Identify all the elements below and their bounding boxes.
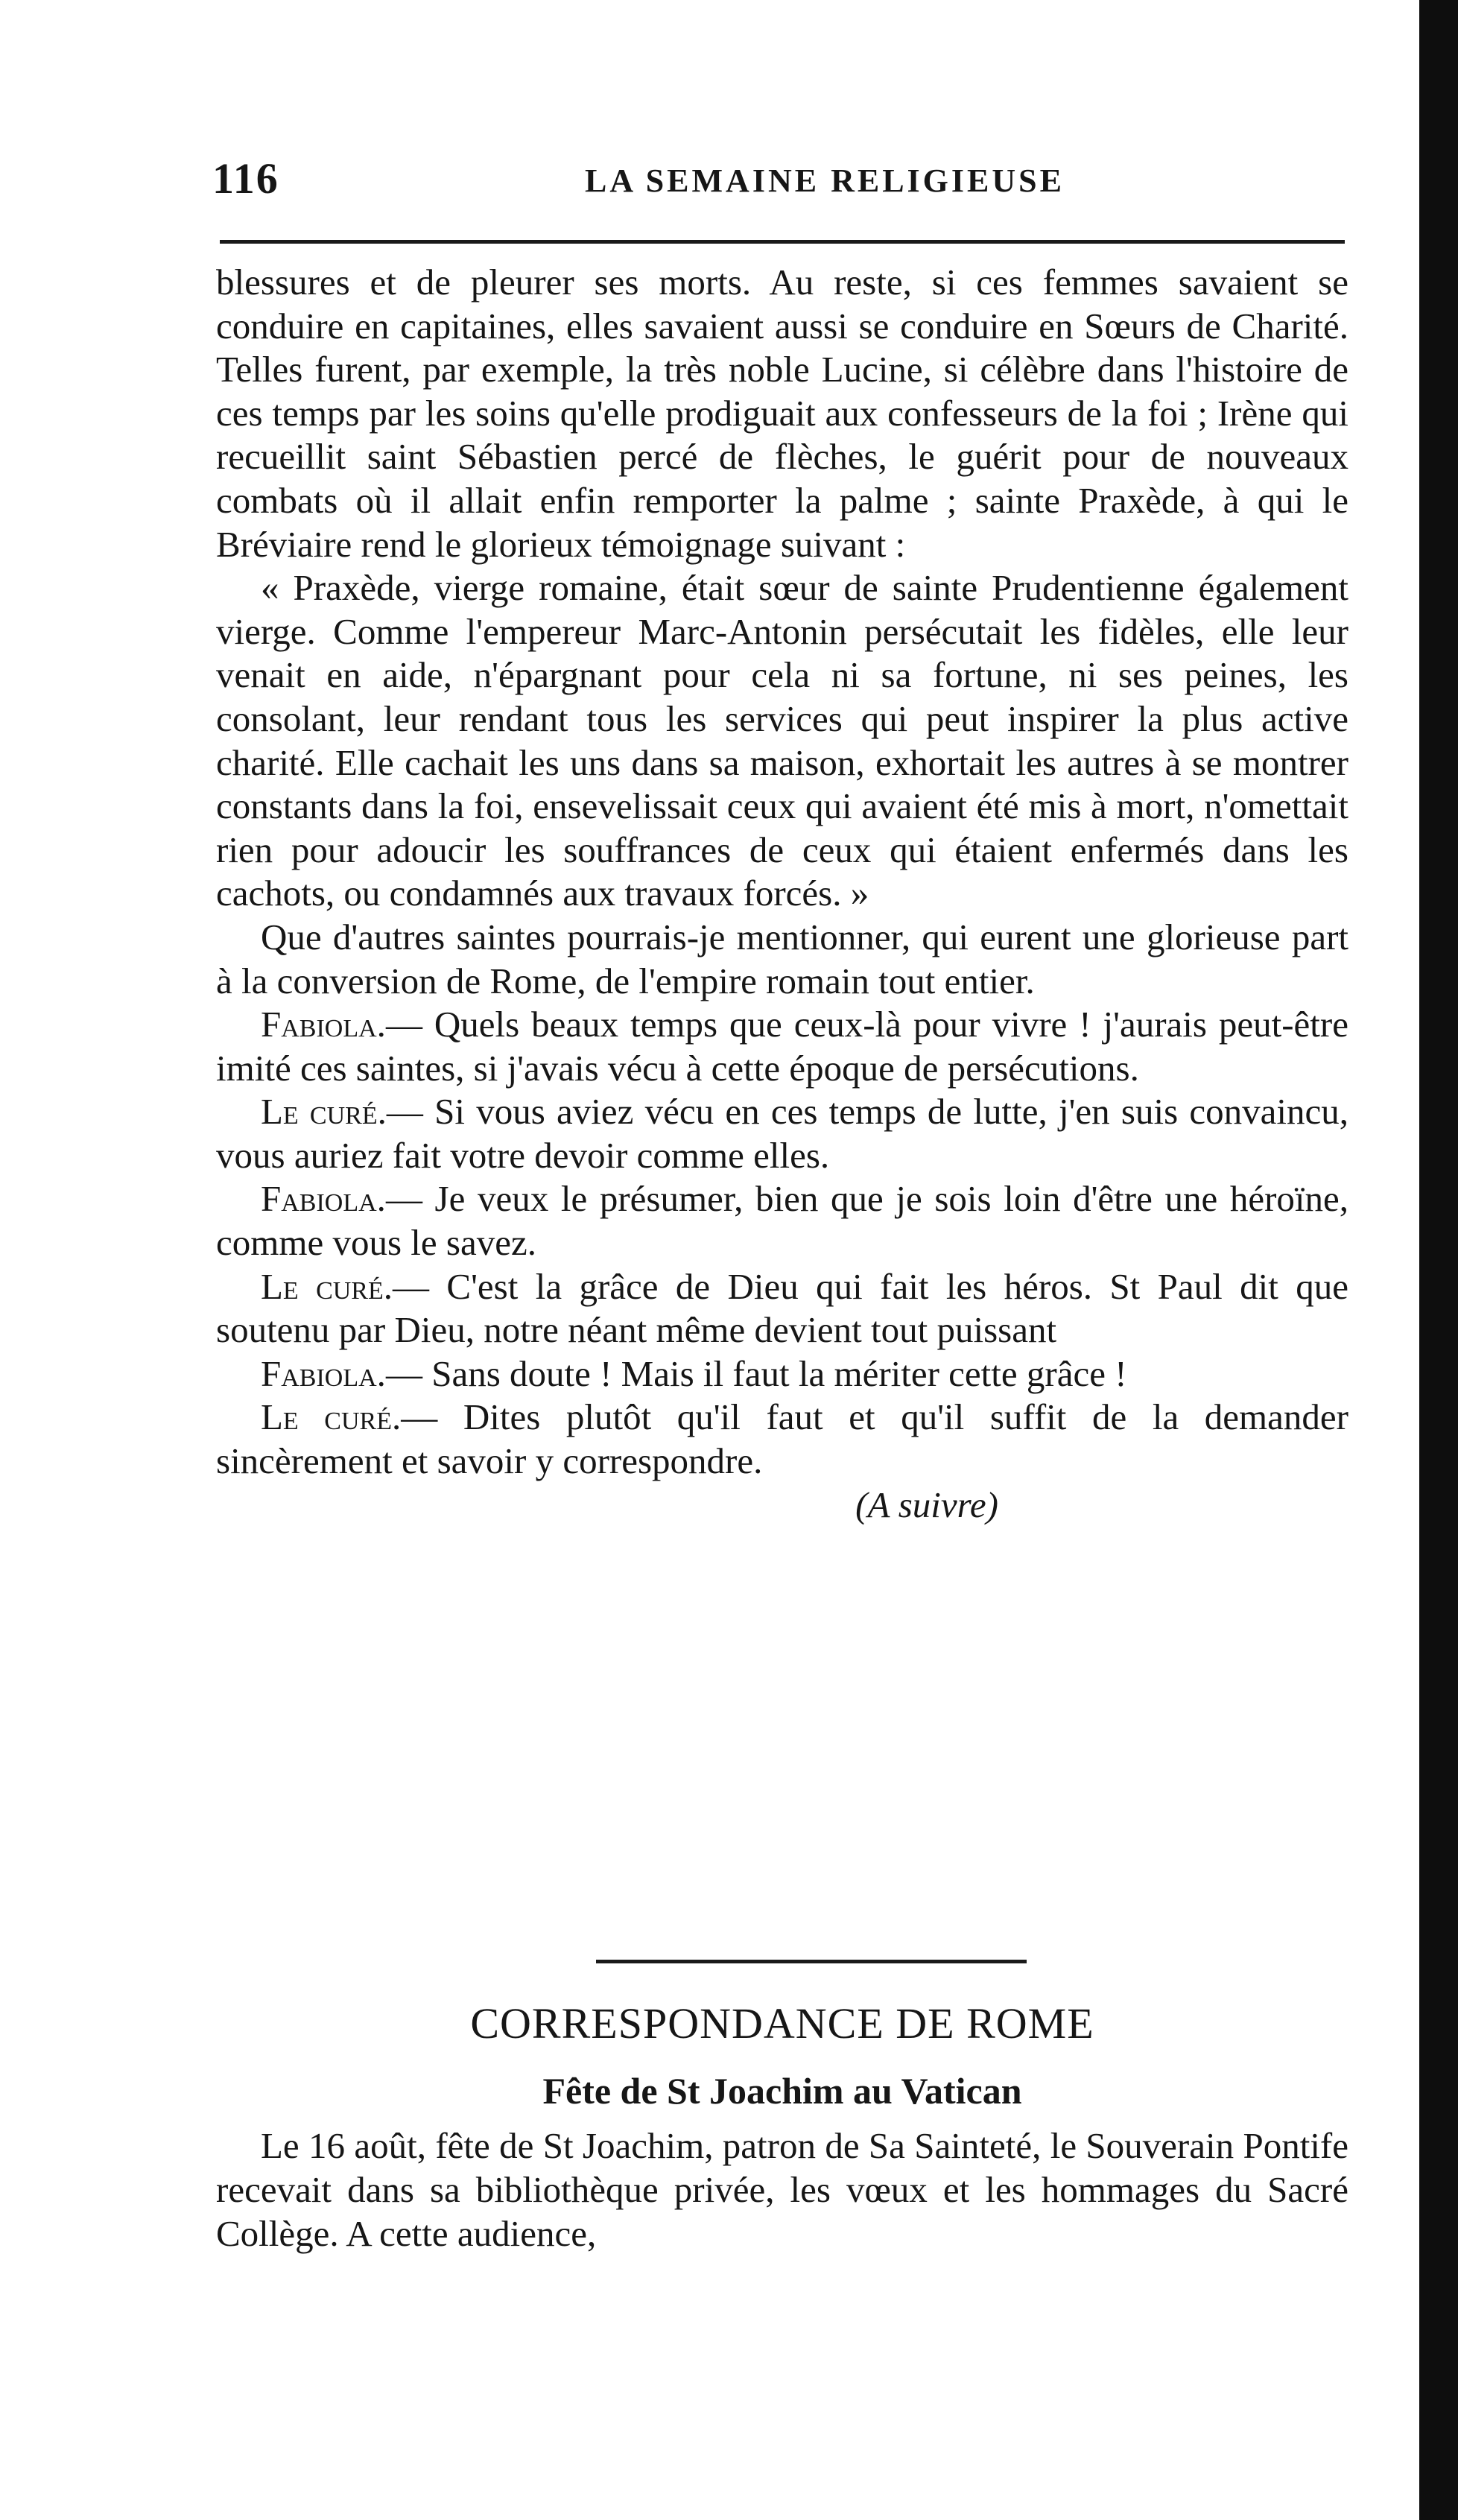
page-header xyxy=(212,153,1352,205)
section-subtitle: Fête de St Joachim au Vatican xyxy=(542,2070,1022,2112)
paragraph: Le 16 août, fête de St Joachim, patron de Sa Sainteté, le Souverain Pontife recevait dans sa bibliothèque privée, les vœux et les hommages du Sacré Collège. A cette audience, xyxy=(216,2125,1348,2254)
dialogue-text: — Quels beaux temps que ceux-là pour vivre ! j'aurais peut-être imité ces saintes, si j'avais vécu à cette époque de persécutions. xyxy=(216,1004,1348,1089)
speaker-name: Fabiola. xyxy=(261,1352,386,1394)
dialogue-text: — Sans doute ! Mais il faut la mériter cette grâce ! xyxy=(385,1352,1127,1394)
paragraph: « Praxède, vierge romaine, était sœur de sainte Prudentienne également vierge. Comme l'empereur Marc-Antonin persécutait les fidèles, elle leur venait en aide, n'épargnant pour cela ni sa fortune, ni ses peines, les consolant, leur rendant tous les services qui peut inspirer la plus active charité. Elle cachait les uns dans sa maison, exhortait les autres à se montrer constants dans la foi, ensevelissait ceux qui avaient été mis à mort, n'omettait rien pour adoucir les souffrances de ceux qui étaient enfermés dans les cachots, ou condamnés aux travaux forcés. » xyxy=(216,567,1348,914)
speaker-name: Fabiola. xyxy=(261,1004,386,1045)
running-title: LA SEMAINE RELIGIEUSE xyxy=(585,162,1065,199)
dialogue-line xyxy=(216,1352,1348,1396)
article-body xyxy=(216,261,1348,1527)
dialogue-text: — C'est la grâce de Dieu qui fait les héros. St Paul dit que soutenu par Dieu, notre néant même devient tout puissant xyxy=(216,1265,1348,1351)
dialogue-text: — Si vous aviez vécu en ces temps de lutte, j'en suis convaincu, vous auriez fait votre devoir comme elles. xyxy=(216,1091,1348,1176)
page-number: 116 xyxy=(212,154,279,203)
speaker-name: Fabiola. xyxy=(261,1178,386,1220)
section-body xyxy=(216,2124,1348,2255)
dialogue-line xyxy=(216,1003,1348,1090)
speaker-name: Le curé. xyxy=(261,1091,387,1133)
paragraph: blessures et de pleurer ses morts. Au reste, si ces femmes savaient se conduire en capitaines, elles savaient aussi se conduire en Sœurs de Charité. Telles furent, par exemple, la très noble Lucine, si célèbre dans l'histoire de ces temps par les soins qu'elle prodiguait aux confesseurs de la foi ; Irène qui recueillit saint Sébastien percé de flèches, le guérit pour de nouveaux combats où il allait enfin remporter la palme ; sainte Praxède, à qui le Bréviaire rend le glorieux témoignage suivant : xyxy=(216,262,1348,565)
dialogue-line xyxy=(216,1090,1348,1177)
header-rule xyxy=(220,240,1345,244)
page-edge-shadow xyxy=(1419,0,1458,2520)
speaker-name: Le curé. xyxy=(261,1265,393,1307)
dialogue-line xyxy=(216,1177,1348,1264)
continuation-note: (A suivre) xyxy=(855,1484,998,1525)
paragraph: Que d'autres saintes pourrais-je mentionner, qui eurent une glorieuse part à la conversion de Rome, de l'empire romain tout entier. xyxy=(216,916,1348,1001)
dialogue-line xyxy=(216,1265,1348,1352)
section-title: CORRESPONDANCE DE ROME xyxy=(470,1999,1094,2048)
speaker-name: Le curé. xyxy=(261,1396,402,1438)
dialogue-text: — Je veux le présumer, bien que je sois loin d'être une héroïne, comme vous le savez. xyxy=(216,1178,1348,1264)
dialogue-line xyxy=(216,1396,1348,1483)
dialogue-text: — Dites plutôt qu'il faut et qu'il suffit de la demander sincèrement et savoir y correspondre. xyxy=(216,1396,1348,1482)
section-divider xyxy=(596,1960,1027,1963)
